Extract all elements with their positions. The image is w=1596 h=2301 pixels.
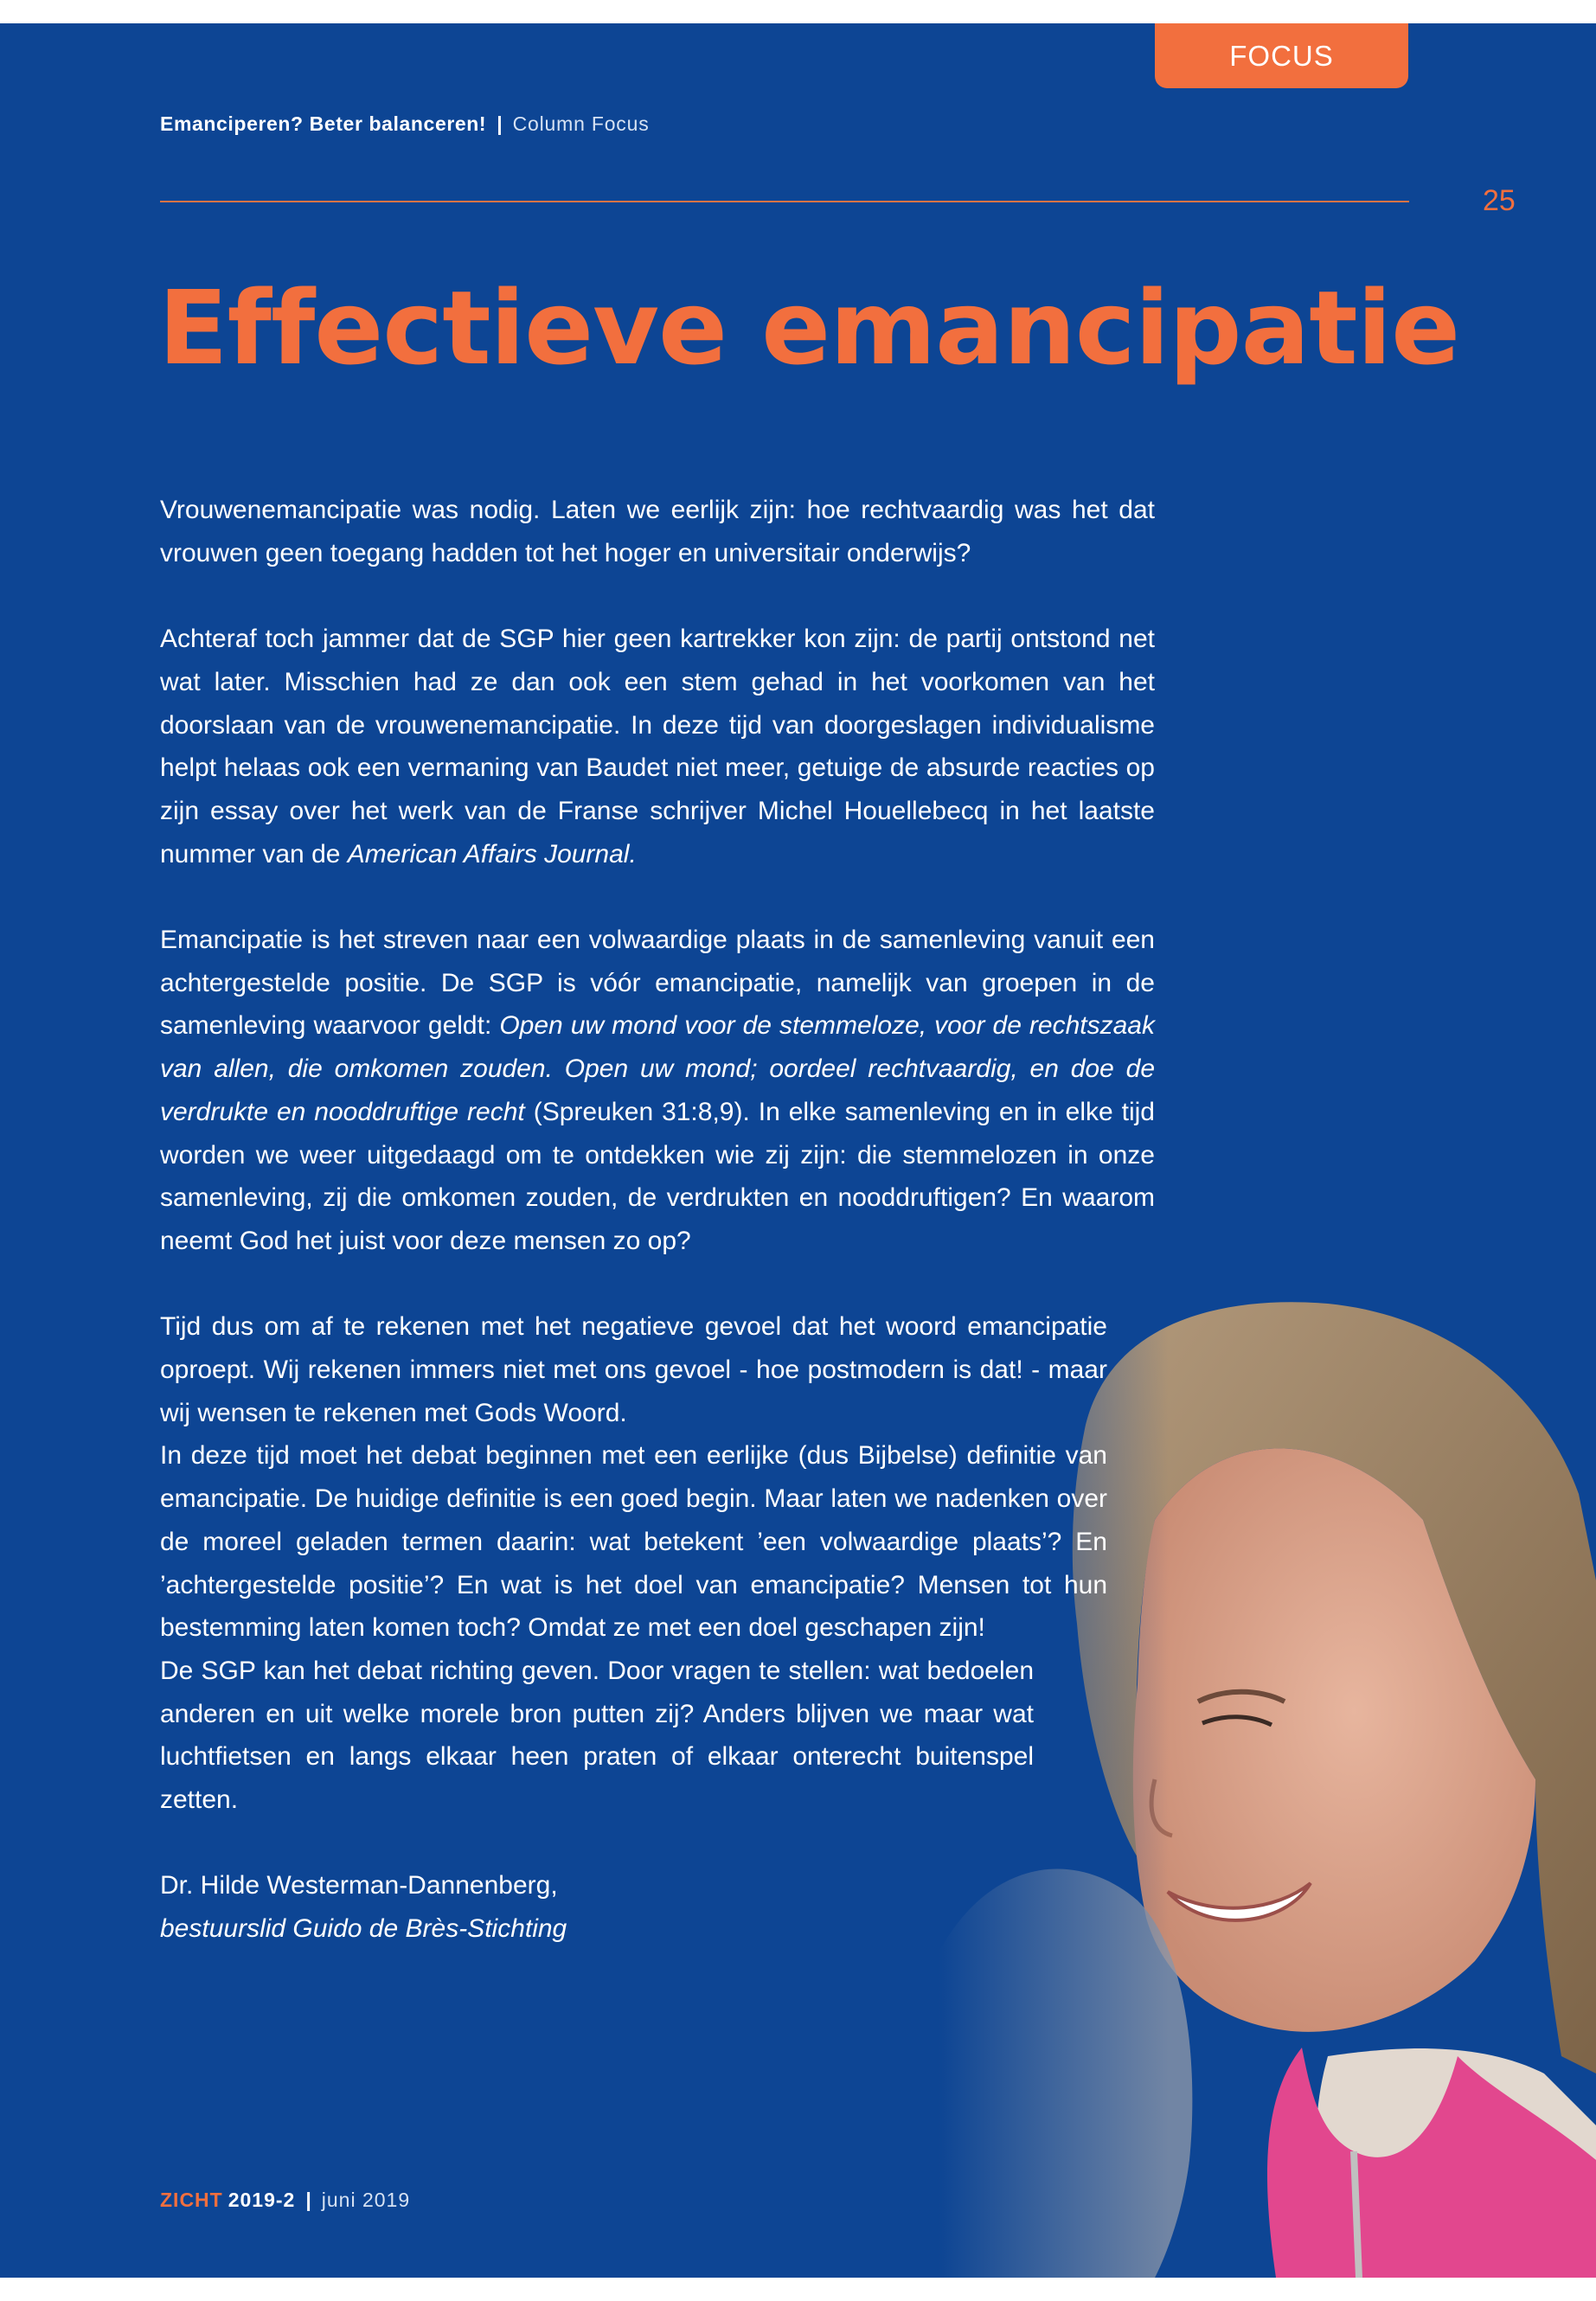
paragraph-debate: In deze tijd moet het debat beginnen met een eerlijke (dus Bijbelse) definitie van emancipatie. De huidige definitie is een goed begin. Maar laten we nadenken over de moreel geladen termen daarin: wat betekent ’een volwaardige plaats’? En ’achtergestelde positie’? En wat is het doel van emancipatie? Mensen tot hun bestemming laten komen toch? Omdat ze met een doel geschapen zijn! <box>160 1441 1107 1643</box>
header-rule <box>160 201 1409 202</box>
paragraph-sgp <box>160 618 1155 875</box>
article-body <box>160 489 1155 1951</box>
running-title: Emanciperen? Beter balanceren! <box>160 112 487 135</box>
running-header-separator: | <box>497 112 503 135</box>
magazine-page <box>0 23 1596 2278</box>
page-number: 25 <box>1483 184 1516 217</box>
author-role-text: bestuurslid Guido de Brès-Stichting <box>160 1914 567 1944</box>
paragraph-intro: Vrouwenemancipatie was nodig. Laten we eerlijk zijn: hoe rechtvaardig was het dat vrouwen geen toegang hadden tot het hoger en universitair onderwijs? <box>160 496 1155 567</box>
footer-date: juni 2019 <box>321 2189 411 2211</box>
author-role <box>160 1907 1155 1951</box>
paragraph-feeling: Tijd dus om af te rekenen met het negatieve gevoel dat het woord emancipatie oproept. Wij rekenen immers niet met ons gevoel - hoe postmodern is dat! - maar wij wensen te rekenen met Gods Woord. <box>160 1312 1107 1427</box>
paragraph-definition-rest: (Spreuken 31:8,9). In elke samenleving en in elke tijd worden we weer uitgedaagd om te ontdekken wie zij zijn: die stemmelozen in onze samenleving, zij die omkomen zouden, de verdrukten en nooddruftigen? En waarom neemt God het juist voor deze mensen zo op? <box>160 1097 1155 1255</box>
running-header <box>160 112 650 136</box>
section-tab <box>1155 23 1408 88</box>
paragraph-direction: De SGP kan het debat richting geven. Door vragen te stellen: wat bedoelen anderen en uit welke morele bron putten zij? Anders blijven we maar wat luchtfietsen en langs elkaar heen praten of elkaar onterecht buitenspel zetten. <box>160 1656 1034 1815</box>
footer-issue: 2019-2 <box>228 2189 296 2211</box>
footer-magazine: ZICHT <box>160 2189 223 2211</box>
page-footer <box>160 2189 410 2212</box>
paragraph-definition-text: Emancipatie is het streven naar een volwaardige plaats in de samenleving vanuit een achtergestelde positie. De SGP is vóór emancipatie, namelijk van groepen in de samenleving waarvoor geldt: <box>160 926 1155 1041</box>
section-tab-label: FOCUS <box>1229 39 1334 72</box>
paragraph-sgp-text: Achteraf toch jammer dat de SGP hier geen kartrekker kon zijn: de partij ontstond net wat later. Misschien had ze dan ook een stem gehad in het voorkomen van het doorslaan van de vrouwenemancipatie. In deze tijd van doorgeslagen individualisme helpt helaas ook een vermaning van Baudet niet meer, getuige de absurde reacties op zijn essay over het werk van de Franse schrijver Michel Houellebecq in het laatste nummer van de <box>160 625 1155 868</box>
author-name: Dr. Hilde Westerman-Dannenberg, <box>160 1871 558 1900</box>
article-headline: Effectieve emancipatie <box>158 268 1460 388</box>
running-subtitle: Column Focus <box>512 112 650 135</box>
paragraph-definition <box>160 919 1155 1263</box>
footer-separator: | <box>305 2189 311 2211</box>
journal-title: American Affairs Journal. <box>347 839 637 868</box>
scripture-quote: Open uw mond voor de stemmeloze, voor de rechtszaak van allen, die omkomen zouden. Open uw mond; oordeel rechtvaardig, en doe de verdrukte en nooddruftige recht <box>160 1011 1155 1126</box>
